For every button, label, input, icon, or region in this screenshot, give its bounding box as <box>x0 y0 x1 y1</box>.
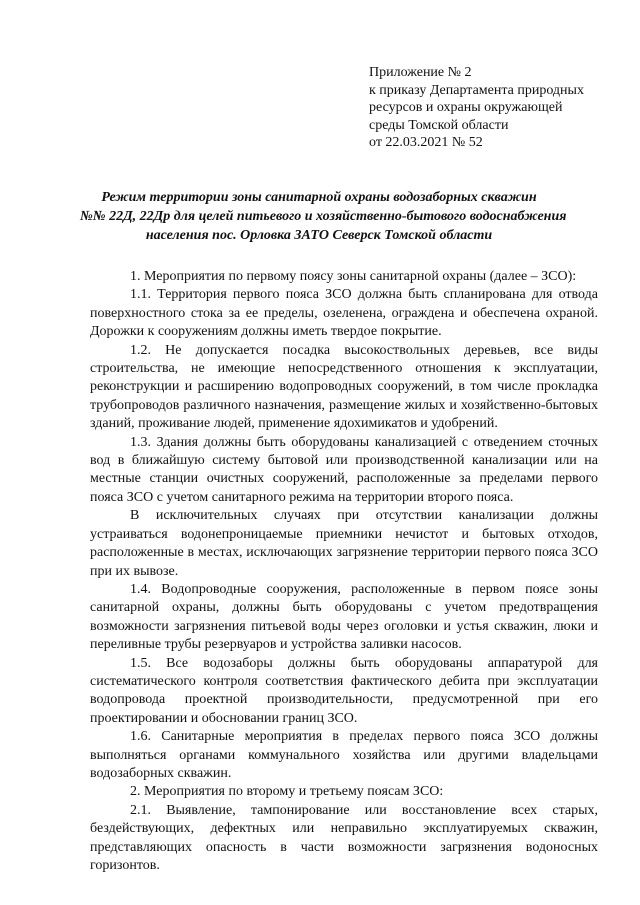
document-body <box>90 268 598 875</box>
paragraph: В исключительных случаях при отсутствии канализации должны устраиваться водонепроницаемые приемники нечистот и бытовых отходов, расположенные в местах, исключающих загрязнение территории первого пояса ЗСО при их вывозе. <box>90 508 598 579</box>
annex-header <box>369 64 609 152</box>
title-line: №№ 22Д, 22Др для целей питьевого и хозяйственно-бытового водоснабжения <box>80 209 567 224</box>
annex-number: Приложение № 2 <box>369 65 472 80</box>
paragraph: 1.1. Территория первого пояса ЗСО должна быть спланирована для отвода поверхностного стока за ее пределы, озеленена, ограждена и обеспечена охраной. Дорожки к сооружениям должны иметь твердое покрытие. <box>90 287 598 340</box>
annex-order-line: к приказу Департамента природных <box>369 82 584 98</box>
title-line: Режим территории зоны санитарной охраны водозаборных скважин <box>101 190 537 205</box>
section-heading: 1. Мероприятия по первому поясу зоны санитарной охраны (далее – ЗСО): <box>130 269 577 284</box>
paragraph: 2.1. Выявление, тампонирование или восстановление всех старых, бездействующих, дефектных или неправильно эксплуатируемых скважин, представляющих опасность в части возможности загрязнения водоносных горизонтов. <box>90 802 598 873</box>
document-title <box>80 188 567 245</box>
paragraph: 1.6. Санитарные мероприятия в пределах первого пояса ЗСО должны выполняться органами коммунального хозяйства или другими владельцами водозаборных скважин. <box>90 729 598 781</box>
section-heading: 2. Мероприятия по второму и третьему поясам ЗСО: <box>130 784 444 800</box>
annex-order-line: ресурсов и охраны окружающей <box>369 100 563 115</box>
paragraph: 1.2. Не допускается посадка высокоствольных деревьев, все виды строительства, не имеющие непосредственного отношения к эксплуатации, реконструкции и расширению водопроводных сооружений, в том числе прокладка трубопроводов различного назначения, размещение жилых и хозяйственно-бытовых зданий, проживание людей, применение ядохимикатов и удобрений. <box>90 342 598 432</box>
paragraph: 1.3. Здания должны быть оборудованы канализацией с отведением сточных вод в ближайшую систему бытовой или производственной канализации или на местные станции очистных сооружений, расположенные за пределами первого пояса ЗСО с учетом санитарного режима на территории второго пояса. <box>90 434 598 505</box>
paragraph: 1.4. Водопроводные сооружения, расположенные в первом поясе зоны санитарной охраны, должны быть оборудованы с учетом предотвращения возможности загрязнения питьевой воды через оголовки и устья скважин, люки и переливные трубы резервуаров и устройства заливки насосов. <box>90 581 598 653</box>
title-line: населения пос. Орловка ЗАТО Северск Томской области <box>145 228 493 243</box>
paragraph: 1.5. Все водозаборы должны быть оборудованы аппаратурой для систематического контроля соответствия фактического дебита при эксплуатации водопровода проектной производительности, предусмотренной при его проектировании и обосновании границ ЗСО. <box>90 655 598 726</box>
annex-order-date: от 22.03.2021 № 52 <box>369 135 483 150</box>
annex-order-line: среды Томской области <box>369 117 509 133</box>
